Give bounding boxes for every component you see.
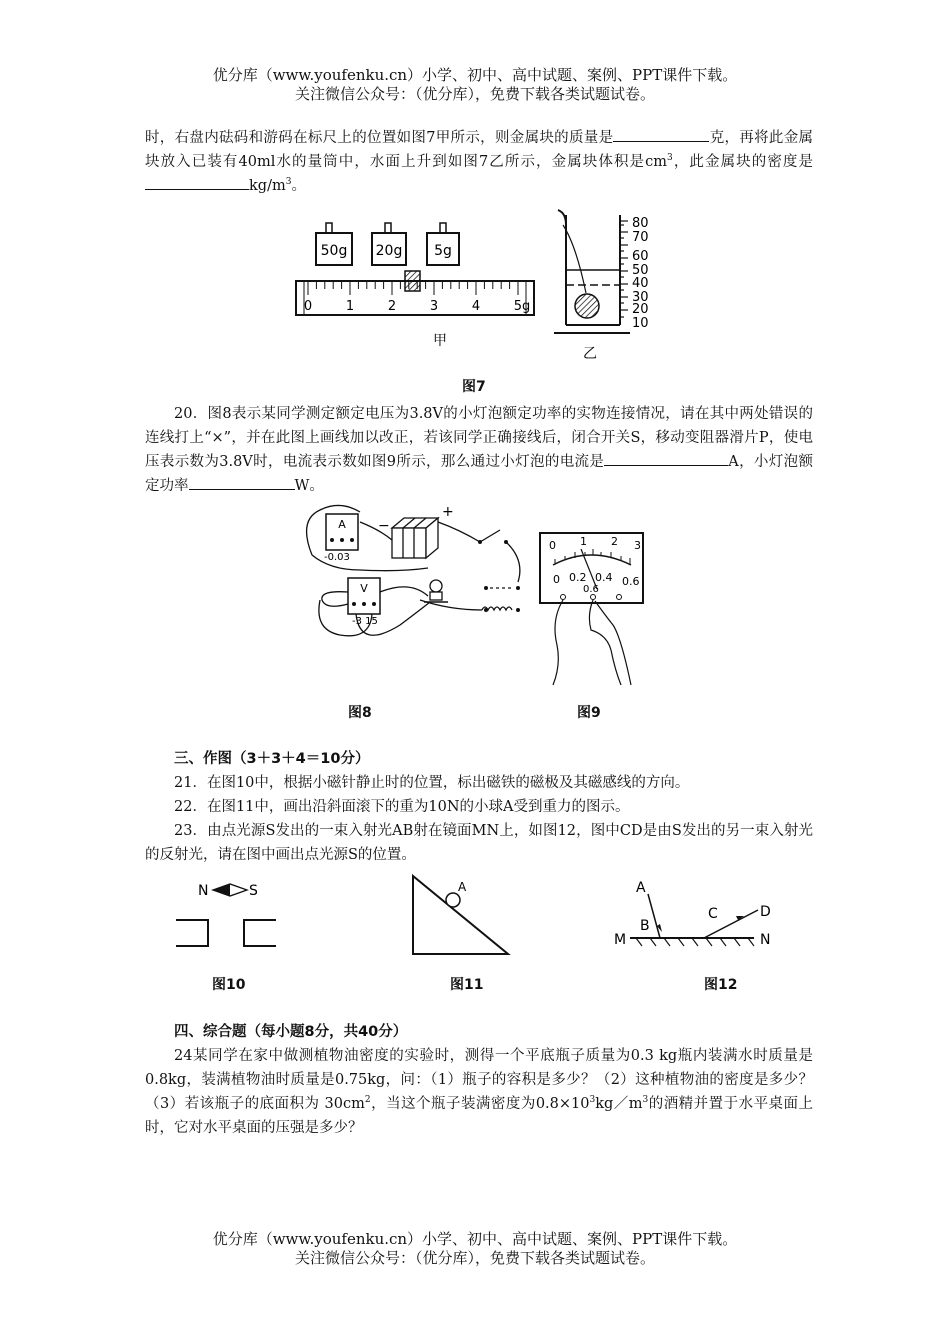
top-scale-2: 2 [611, 535, 618, 548]
figure-7-caption: 图7 [462, 379, 486, 395]
ruler-tick-1: 1 [345, 299, 355, 314]
magnet-right [244, 920, 276, 946]
fig12-a: A [636, 880, 646, 896]
fig12-n: N [760, 932, 771, 948]
mass-blank[interactable] [613, 126, 709, 142]
section-4 [145, 1020, 813, 1140]
q19-part4: ，此金属块的密度是 [672, 154, 813, 170]
q24-part2: ，当这个瓶子装满密度为0.8×10 [370, 1096, 590, 1112]
fig12-b: B [640, 918, 650, 934]
q19-part3: cm [645, 154, 668, 170]
question-21: 21．在图10中，根据小磁针静止时的位置，标出磁铁的磁极及其磁感线的方向。 [174, 775, 690, 791]
cyl-tick-40: 40 [632, 276, 649, 291]
voltmeter-label: V [360, 582, 368, 595]
top-scale-3: 3 [634, 539, 641, 552]
label-jia: 甲 [433, 333, 447, 349]
figure-8-caption: 图8 [348, 705, 372, 721]
q24-part1: 24某同学在家中做测植物油密度的实验时，测得一个平底瓶子质量为0.3 kg瓶内装满水时质量是0.8kg，装满植物油时质量是0.75kg，问：（1）瓶子的容积是多少？（2）这种植物油的密度是多少？（3）若该瓶子的底面积为 30cm [145, 1048, 813, 1112]
battery-plus: + [442, 504, 454, 520]
ruler-tick-4: 4 [471, 299, 481, 314]
fig10-s: S [249, 883, 258, 899]
q24-sup3: 3 [642, 1095, 649, 1106]
ruler-tick-5g: 5g [513, 299, 531, 314]
fig12-c: C [708, 906, 718, 922]
q19-part5: kg/m [249, 178, 286, 194]
current-blank[interactable] [604, 450, 728, 466]
weight-5g [427, 223, 459, 265]
ball-a [446, 893, 460, 907]
q19-part3-sup: 3 [667, 153, 673, 164]
q19-part5-sup: 3 [285, 177, 292, 188]
weight-50g [316, 223, 352, 265]
footer-line-1: 优分库（www.youfenku.cn）小学、初中、高中试题、案例、PPT课件下载。 [212, 1230, 738, 1248]
figure-11 [408, 870, 518, 960]
q24-sup2: 3 [589, 1095, 596, 1106]
question-22: 22．在图11中，画出沿斜面滚下的重为10N的小球A受到重力的图示。 [174, 799, 630, 815]
header-line-1: 优分库（www.youfenku.cn）小学、初中、高中试题、案例、PPT课件下载。 [212, 66, 738, 84]
question-23: 23．由点光源S发出的一束入射光AB射在镜面MN上，如图12，图中CD是由S发出的另一束入射光的反射光，请在图中画出点光源S的位置。 [145, 823, 813, 863]
top-scale-1: 1 [580, 535, 587, 548]
top-scale-0: 0 [549, 539, 556, 552]
measuring-cylinder [554, 210, 649, 333]
battery-minus: − [378, 518, 390, 534]
ruler-tick-0: 0 [303, 299, 313, 314]
cyl-tick-20: 20 [632, 302, 649, 317]
q19-part2: 克，再将此金属块放入已装有40ml水的量筒中，水面上升到如图7乙所示，金属块体积是 [145, 130, 814, 170]
battery [392, 518, 438, 558]
ray-ab [648, 894, 660, 938]
section-3 [145, 747, 813, 867]
bottom-scale-02: 0.2 [569, 571, 587, 584]
page-footer [0, 1230, 950, 1268]
bottom-scale-06: 0.6 [622, 575, 640, 588]
rider [405, 271, 420, 291]
question-19-text [145, 126, 813, 198]
cyl-tick-30: 30 [632, 290, 649, 305]
figure-8 [300, 500, 530, 690]
density-blank[interactable] [145, 174, 249, 190]
question-20-text [145, 402, 813, 498]
q24-part3: kg／m [595, 1096, 643, 1112]
section-3-title: 三、作图（3＋3＋4＝10分） [174, 751, 370, 767]
figure-10-caption: 图10 [212, 977, 246, 993]
bottom-scale-0: 0 [553, 573, 560, 586]
ammeter-label: A [338, 518, 346, 531]
weight-5g-label: 5g [434, 243, 452, 259]
cyl-tick-50: 50 [632, 263, 649, 278]
q24-sup1: 2 [364, 1095, 371, 1106]
cyl-tick-70: 70 [632, 230, 649, 245]
balance-ruler [296, 271, 534, 315]
fig12-m: M [614, 932, 627, 948]
q20-part3: W。 [294, 478, 324, 494]
switch [480, 530, 500, 542]
voltmeter-terminals: -3 15 [352, 616, 378, 627]
header-line-2: 关注微信公众号：（优分库），免费下载各类试题试卷。 [294, 85, 655, 103]
figure-12-caption: 图12 [704, 977, 738, 993]
section-4-title: 四、综合题（每小题8分，共40分） [174, 1024, 408, 1040]
fig11-a: A [458, 880, 467, 894]
figure-9 [535, 525, 655, 690]
weight-20g [372, 223, 406, 265]
page-header [0, 66, 950, 104]
q20-part2: A，小灯泡额定功率 [145, 454, 813, 494]
cyl-tick-60: 60 [632, 249, 649, 264]
magnet-left [176, 920, 208, 946]
footer-line-2: 关注微信公众号：（优分库），免费下载各类试题试卷。 [294, 1249, 655, 1267]
question-24 [145, 1044, 813, 1140]
q19-part1: 时，右盘内砝码和游码在标尺上的位置如图7甲所示，则金属块的质量是 [145, 130, 614, 146]
fig10-n: N [198, 883, 209, 899]
figure-12 [608, 876, 778, 956]
ammeter-terminals: -0.03 [324, 552, 350, 563]
figure-9-caption: 图9 [577, 705, 601, 721]
power-blank[interactable] [189, 474, 295, 490]
figure-7 [290, 205, 670, 365]
bulb [424, 580, 448, 602]
q24-part4: 的酒精并置于水平桌面上时，它对水平桌面的压强是多少？ [145, 1096, 814, 1136]
q19-part6: 。 [291, 178, 306, 194]
bottom-scale-04: 0.4 [595, 571, 613, 584]
figure-10 [168, 876, 288, 956]
cyl-tick-10: 10 [632, 316, 649, 331]
fig12-d: D [760, 904, 771, 920]
weight-50g-label: 50g [320, 243, 348, 259]
terminal-label: 0.6 [583, 584, 599, 595]
cyl-tick-80: 80 [632, 216, 649, 231]
figure-11-caption: 图11 [450, 977, 484, 993]
ruler-tick-3: 3 [429, 299, 439, 314]
label-yi: 乙 [583, 346, 597, 362]
weight-20g-label: 20g [375, 243, 403, 259]
ruler-tick-2: 2 [387, 299, 397, 314]
q20-part1: 20．图8表示某同学测定额定电压为3.8V的小灯泡额定功率的实物连接情况，请在其中两处错误的连线打上“×”，并在此图上画线加以改正，若该同学正确接线后，闭合开关S，移动变阻器滑片P，使电压表示数为3.8V时，电流表示数如图9所示，那么通过小灯泡的电流是 [145, 406, 813, 470]
